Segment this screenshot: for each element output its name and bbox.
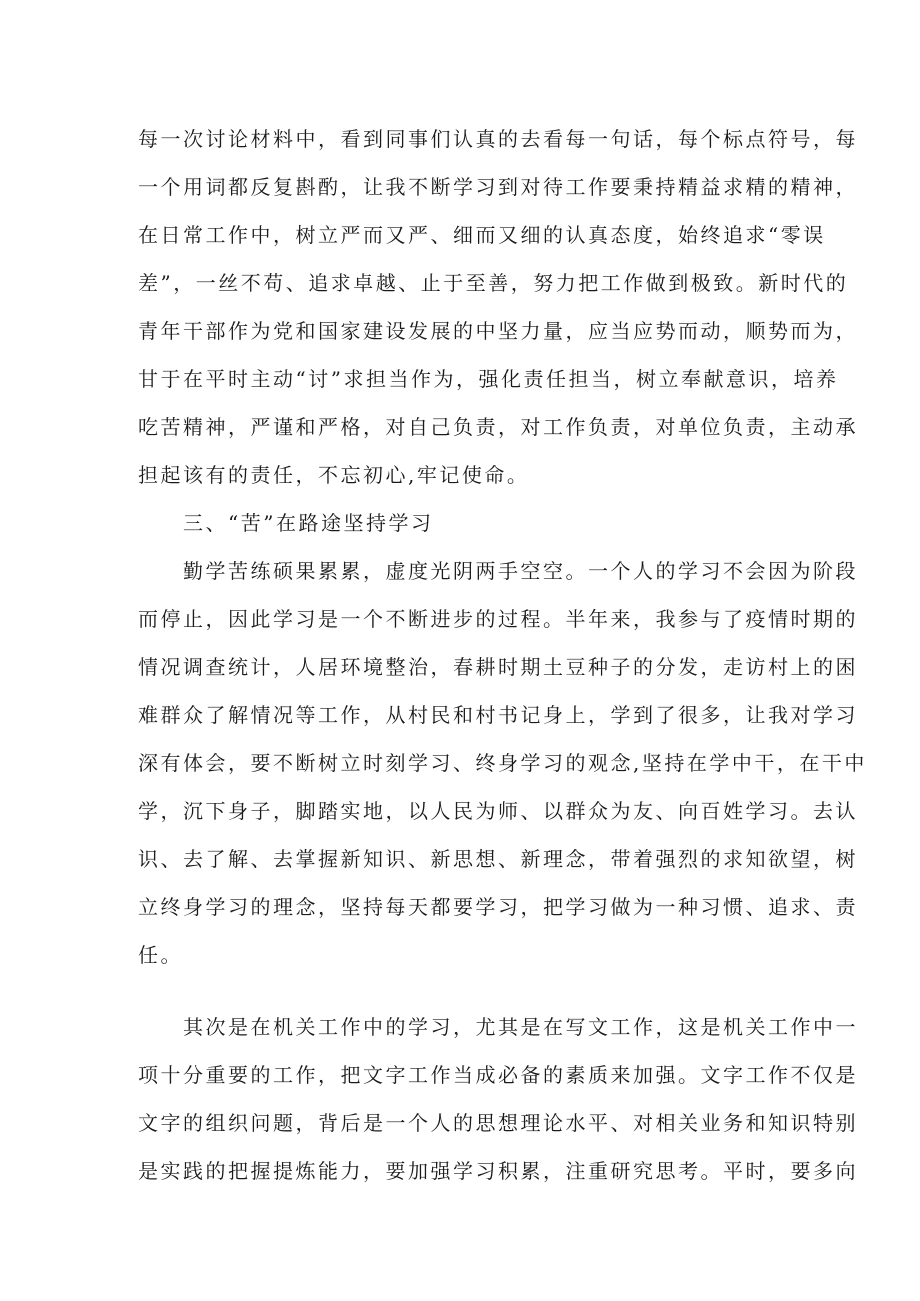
paragraph-2-line: 难群众了解情况等工作，从村民和村书记身上，学到了很多，让我对学习 <box>138 703 858 727</box>
paragraph-3-line: 其次是在机关工作中的学习，尤其是在写文工作，这是机关工作中一 <box>183 1015 858 1039</box>
paragraph-1-line: 在日常工作中，树立严而又严、细而又细的认真态度，始终追求“零误 <box>138 223 826 247</box>
paragraph-2-line: 情况调查统计，人居环境整治，春耕时期土豆种子的分发，走访村上的困 <box>138 655 858 679</box>
section-heading: 三、“苦”在路途坚持学习 <box>183 511 434 535</box>
paragraph-1-line: 甘于在平时主动“讨”求担当作为，强化责任担当，树立奉献意识，培养 <box>138 367 839 391</box>
paragraph-3-line: 项十分重要的工作，把文字工作当成必备的素质来加强。文字工作不仅是 <box>138 1063 858 1087</box>
paragraph-1-line: 担起该有的责任，不忘初心,牢记使命。 <box>138 463 530 487</box>
paragraph-2-line: 学，沉下身子，脚踏实地，以人民为师、以群众为友、向百姓学习。去认 <box>138 799 858 823</box>
paragraph-2-line: 勤学苦练硕果累累，虚度光阴两手空空。一个人的学习不会因为阶段 <box>183 559 858 583</box>
paragraph-2-line: 深有体会，要不断树立时刻学习、终身学习的观念,坚持在学中干，在干中 <box>138 751 867 775</box>
paragraph-1-line: 差”，一丝不苟、追求卓越、止于至善，努力把工作做到极致。新时代的 <box>138 271 849 295</box>
paragraph-3-line: 是实践的把握提炼能力，要加强学习积累，注重研究思考。平时，要多向 <box>138 1159 858 1183</box>
paragraph-2-line: 识、去了解、去掌握新知识、新思想、新理念，带着强烈的求知欲望，树 <box>138 847 858 871</box>
paragraph-2-line: 任。 <box>138 943 183 967</box>
paragraph-3-line: 文字的组织问题，背后是一个人的思想理论水平、对相关业务和知识特别 <box>138 1111 858 1135</box>
paragraph-2-line: 立终身学习的理念，坚持每天都要学习，把学习做为一种习惯、追求、责 <box>138 895 858 919</box>
paragraph-1-line: 吃苦精神，严谨和严格，对自己负责，对工作负责，对单位负责，主动承 <box>138 415 858 439</box>
paragraph-2-line: 而停止，因此学习是一个不断进步的过程。半年来，我参与了疫情时期的 <box>138 607 858 631</box>
paragraph-1-line: 一个用词都反复斟酌，让我不断学习到对待工作要秉持精益求精的精神， <box>138 175 858 199</box>
paragraph-1-line: 每一次讨论材料中，看到同事们认真的去看每一句话，每个标点符号，每 <box>138 127 858 151</box>
paragraph-1-line: 青年干部作为党和国家建设发展的中坚力量，应当应势而动，顺势而为， <box>138 319 858 343</box>
